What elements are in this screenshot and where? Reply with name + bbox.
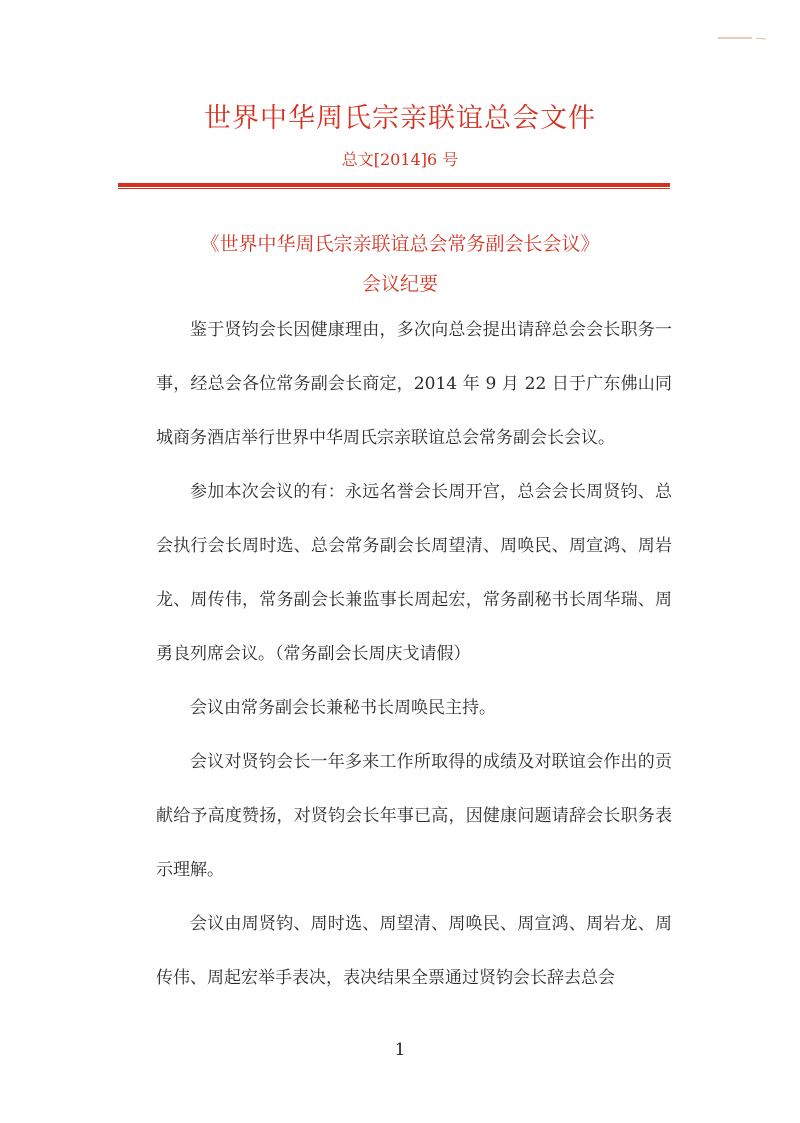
scan-artifact-mark xyxy=(718,36,766,40)
red-rule-thin xyxy=(118,188,670,189)
minutes-body xyxy=(156,303,672,1005)
meeting-subtitle: 会议纪要 xyxy=(361,273,438,295)
paragraph-purpose: 鉴于贤钧会长因健康理由，多次向总会提出请辞总会会长职务一事，经总会各位常务副会长商定，2014 年 9 月 22 日于广东佛山同城商务酒店举行世界中华周氏宗亲联谊总会常务副会长会议。 xyxy=(156,320,672,448)
paragraph-appraisal: 会议对贤钧会长一年多来工作所取得的成绩及对联谊会作出的贡献给予高度赞扬，对贤钧会长年事已高，因健康问题请辞会长职务表示理解。 xyxy=(156,752,672,880)
document-header-title: 世界中华周氏宗亲联谊总会文件 xyxy=(204,103,596,134)
paragraph-vote: 会议由周贤钧、周时选、周望清、周唤民、周宣鸿、周岩龙、周传伟、周起宏举手表决，表决结果全票通过贤钧会长辞去总会 xyxy=(156,914,672,988)
paragraph-attendees: 参加本次会议的有：永远名誉会长周开宫，总会会长周贤钧、总会执行会长周时选、总会常务副会长周望清、周唤民、周宣鸿、周岩龙、周传伟，常务副会长兼监事长周起宏，常务副秘书长周华瑞、周勇良列席会议。（常务副会长周庆戈请假） xyxy=(156,482,672,664)
red-header-rule xyxy=(118,183,670,190)
meeting-title: 《世界中华周氏宗亲联谊总会常务副会长会议》 xyxy=(200,233,600,255)
paragraph-chair: 会议由常务副会长兼秘书长周唤民主持。 xyxy=(190,698,496,718)
document-number: 总文[2014]6 号 xyxy=(341,150,459,169)
red-rule-thick xyxy=(118,183,670,187)
page-number: 1 xyxy=(394,1040,406,1060)
